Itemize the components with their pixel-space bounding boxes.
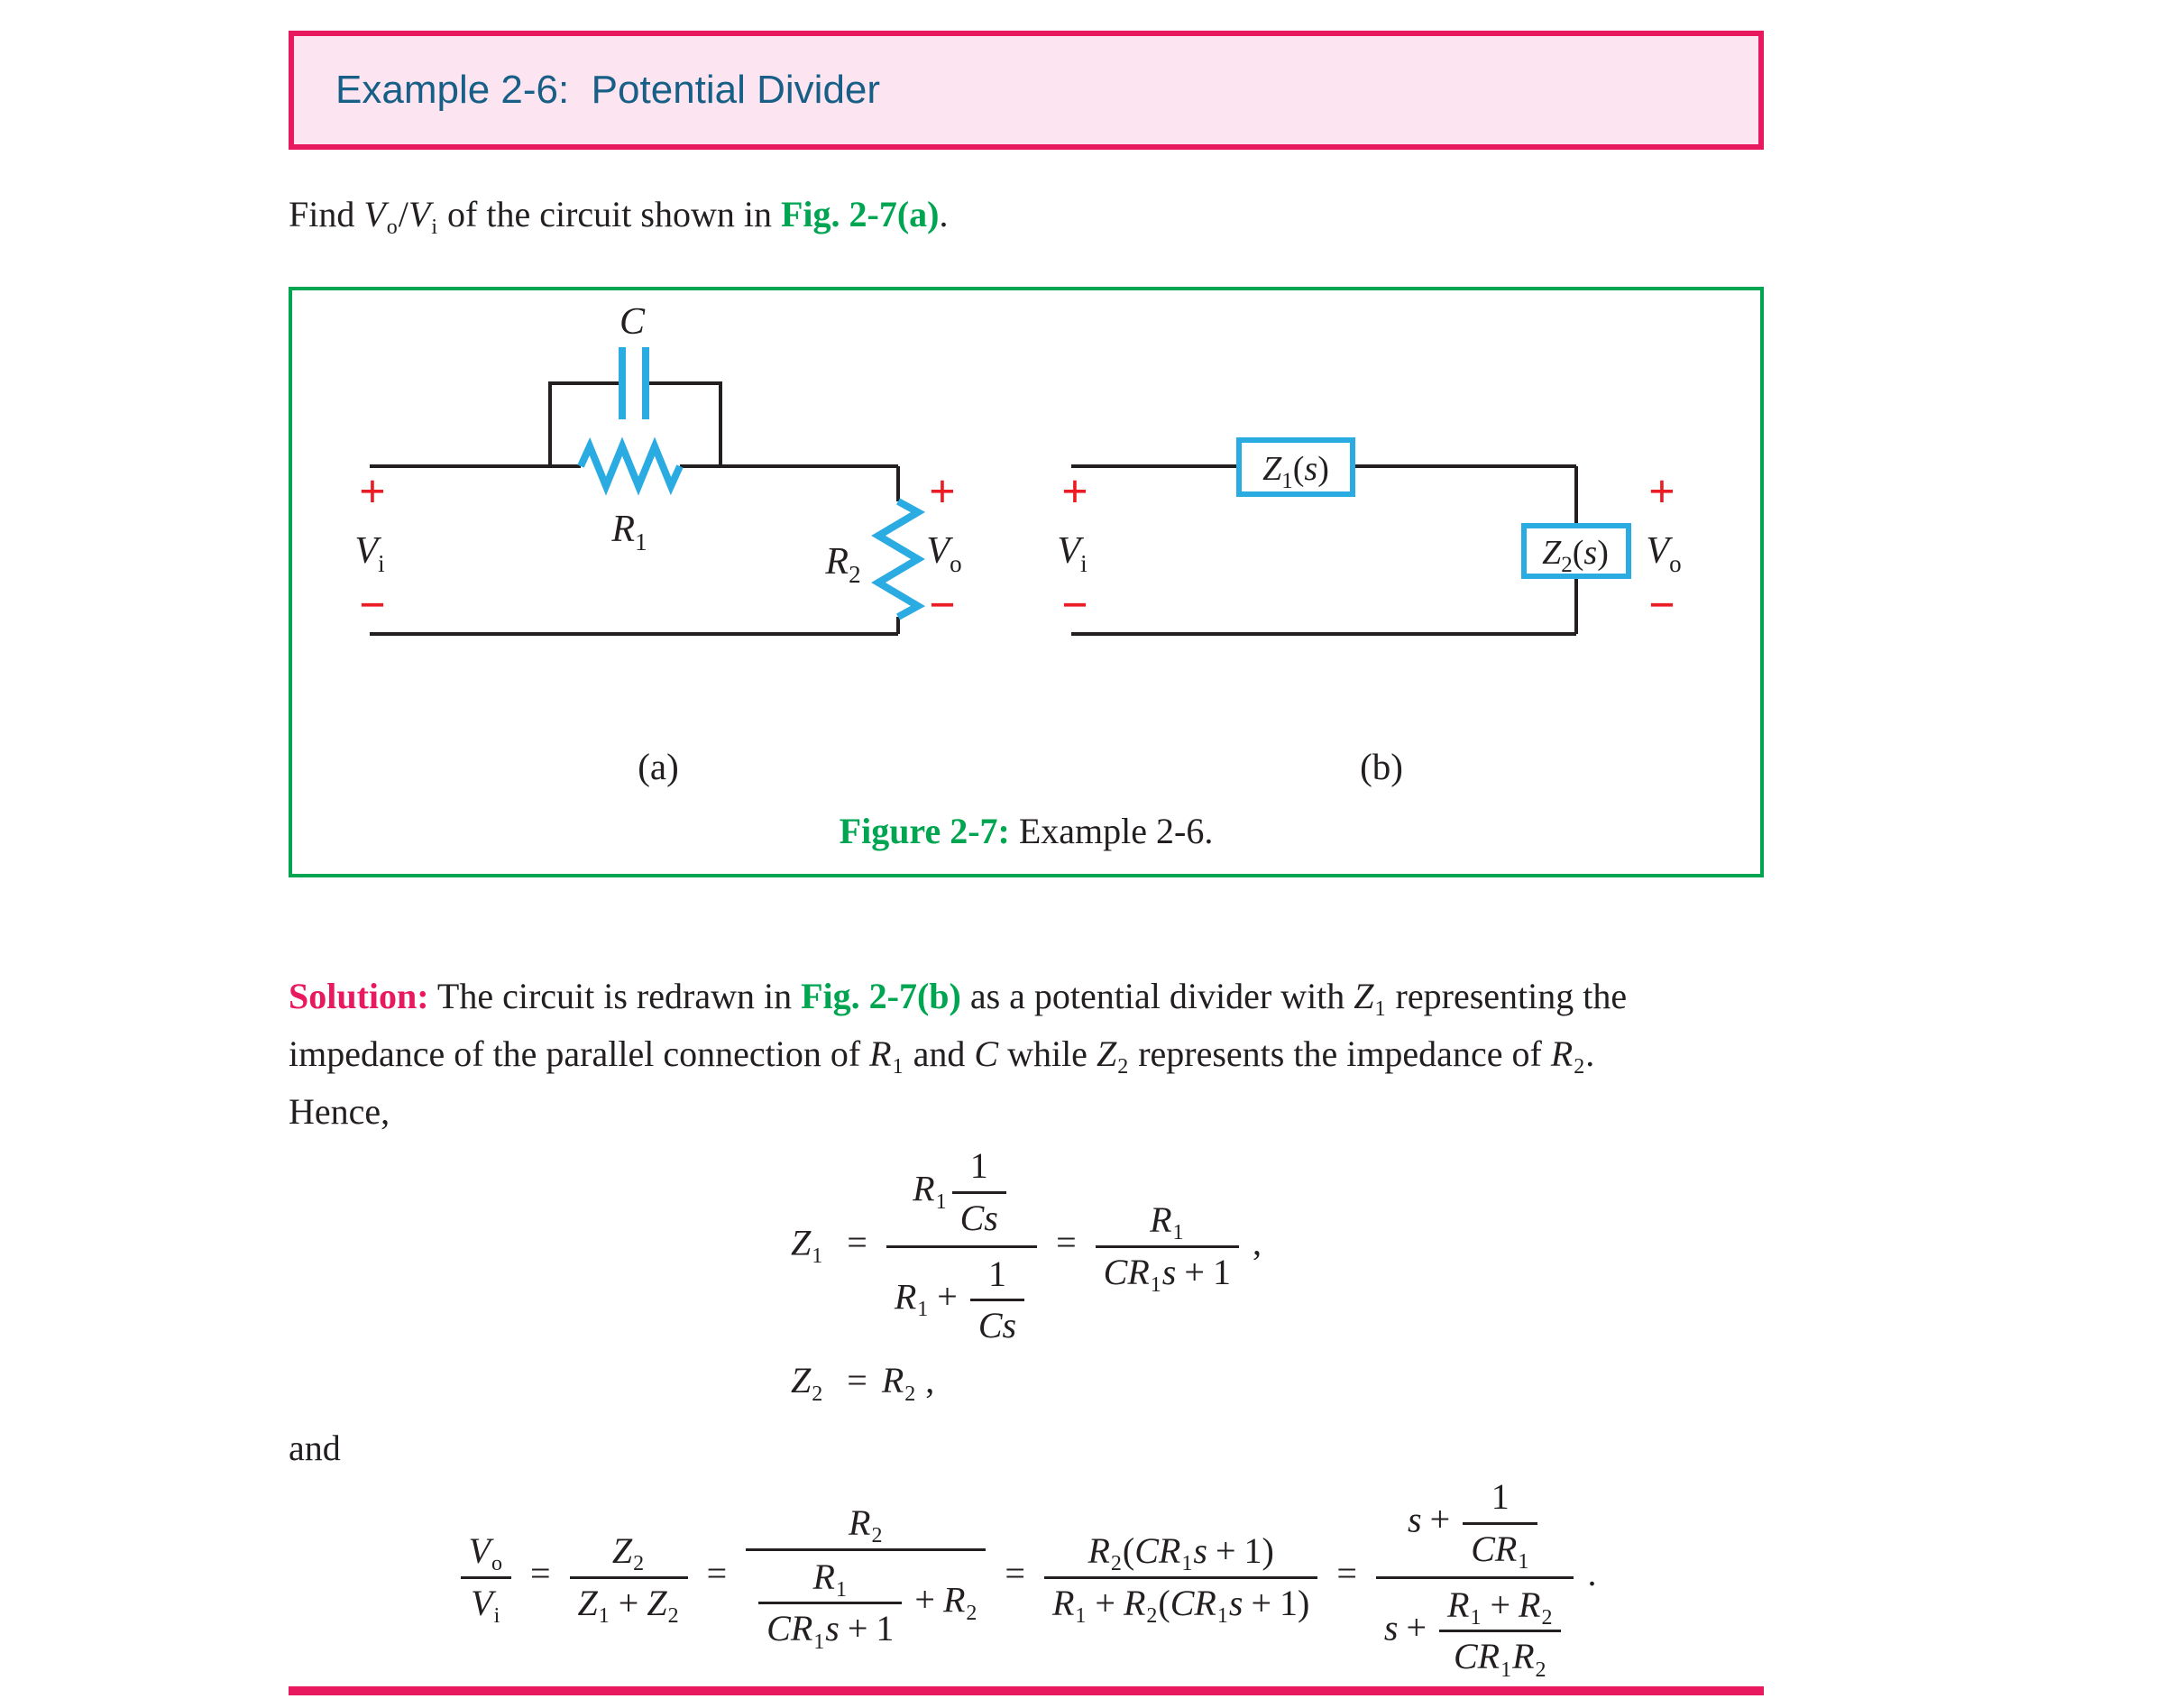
math-var: Z: [791, 1222, 812, 1263]
figure-reference: Fig. 2-7(b): [801, 976, 961, 1016]
math-var: R: [849, 1501, 871, 1543]
math-op: +: [1215, 1529, 1236, 1571]
fraction-numerator: [886, 1143, 1037, 1245]
example-title: Example 2-6: Potential Divider: [335, 68, 881, 112]
math-var: s: [1193, 1529, 1207, 1571]
solution-text: impedance of the parallel connection of: [289, 1033, 870, 1074]
math-rel: =: [529, 1553, 551, 1594]
math-var: R: [1051, 1582, 1075, 1623]
math-var: R: [869, 1033, 892, 1074]
intro-line: [289, 191, 1764, 238]
math-paren: ): [1262, 1529, 1274, 1571]
math-punct: .: [1587, 1553, 1597, 1594]
content-column: [289, 0, 1764, 1695]
label-Vo: $V_o$: [926, 530, 962, 577]
solution-text: and: [904, 1033, 975, 1074]
math-sub: 1: [1470, 1605, 1482, 1630]
fraction-denominator: [1044, 1576, 1317, 1626]
fraction: [952, 1144, 1006, 1241]
math-sub: 1: [1500, 1657, 1512, 1682]
math-rel: =: [1005, 1553, 1025, 1594]
math-var: C: [974, 1033, 999, 1074]
math-var: V: [471, 1582, 493, 1623]
label-C: C: [619, 301, 646, 343]
math-sub: 1: [1374, 997, 1386, 1022]
math-num: 1: [876, 1608, 895, 1649]
solution-line-1: [289, 968, 1764, 1025]
fraction: [461, 1529, 511, 1626]
math-var: V: [363, 194, 386, 234]
fraction: [970, 1253, 1024, 1349]
fraction: [758, 1556, 902, 1652]
solution-text: as a potential divider with: [960, 976, 1354, 1016]
math-op: +: [847, 1608, 868, 1649]
math-var: R: [1512, 1636, 1535, 1677]
minus-sign: −: [359, 580, 386, 631]
math-sub: 1: [1216, 1603, 1228, 1628]
math-sub: 1: [598, 1603, 610, 1628]
fraction: [1439, 1584, 1561, 1680]
fraction-denominator: [461, 1576, 511, 1626]
math-rel: =: [847, 1222, 867, 1263]
fraction: [1376, 1474, 1574, 1681]
example-header-box: [289, 31, 1764, 150]
math-var: Z: [647, 1582, 667, 1623]
math-num: 1: [1244, 1529, 1262, 1571]
math-sub: i: [431, 216, 438, 240]
plus-sign: +: [929, 466, 956, 518]
math-var: R: [812, 1556, 835, 1597]
fraction-denominator: [1463, 1522, 1537, 1575]
math-sub: o: [386, 216, 398, 240]
math-paren: (: [1158, 1582, 1170, 1623]
panel-label-b: (b): [1360, 746, 1403, 787]
bottom-rule: [289, 1686, 1764, 1695]
figure-reference: Fig. 2-7(a): [780, 194, 940, 234]
fraction: [1096, 1198, 1239, 1295]
math-var: s: [1228, 1582, 1244, 1623]
math-sub: 2: [1574, 1055, 1585, 1079]
math-sub: 1: [812, 1244, 823, 1268]
math-sub: 1: [813, 1630, 825, 1654]
wire-parallel-branch: [550, 383, 720, 466]
math-var: s: [825, 1608, 840, 1649]
label-R2: $R_2$: [825, 541, 861, 588]
fraction-numerator: [1096, 1198, 1239, 1245]
math-var: Z: [1354, 976, 1374, 1016]
plus-sign: +: [1648, 466, 1675, 518]
math-sub: 2: [1110, 1552, 1122, 1576]
math-var: Cs: [959, 1197, 998, 1238]
minus-sign: −: [929, 580, 956, 631]
solution-label: Solution:: [289, 976, 429, 1016]
math-var: R: [942, 1579, 966, 1621]
equation-transfer-function: [456, 1474, 1597, 1681]
math-sub: 1: [935, 1189, 947, 1214]
label-Z2: $Z_2(s)$: [1542, 534, 1609, 577]
math-sub: 1: [1518, 1550, 1529, 1575]
math-op: +: [1095, 1582, 1115, 1623]
fraction-numerator: [570, 1529, 688, 1576]
label-Vi: $V_i$: [1057, 530, 1088, 577]
fraction-denominator: [886, 1245, 1037, 1351]
math-sub: 1: [892, 1055, 904, 1079]
solution-text: Hence,: [289, 1091, 390, 1132]
math-sub: 2: [1117, 1055, 1129, 1079]
fraction-numerator: 1: [987, 1253, 1006, 1294]
math-sub: 1: [917, 1298, 929, 1322]
math-sub: 2: [1541, 1605, 1553, 1630]
fraction-denominator: [952, 1191, 1006, 1241]
math-var: CR: [1103, 1251, 1150, 1292]
math-sub: i: [493, 1603, 500, 1628]
fraction-denominator: [970, 1299, 1024, 1348]
capacitor-C: [622, 347, 646, 419]
resistor-R2: [878, 501, 918, 617]
math-var: Z: [577, 1582, 598, 1623]
figure-box: [289, 287, 1764, 877]
fraction-numerator: [746, 1501, 986, 1548]
math-sub: 2: [667, 1603, 679, 1628]
math-var: R: [1519, 1584, 1541, 1625]
math-var: R: [881, 1360, 904, 1401]
intro-text: of the circuit shown in: [438, 194, 781, 234]
fraction: [1463, 1475, 1537, 1575]
intro-text: Find: [289, 194, 364, 234]
math-paren: (: [1122, 1529, 1135, 1571]
fraction-numerator: [461, 1529, 511, 1576]
fraction-numerator: [1044, 1529, 1317, 1576]
fraction: [746, 1501, 986, 1653]
math-paren: ): [1298, 1582, 1310, 1623]
figure-caption-text: Example 2-6.: [1018, 811, 1214, 851]
math-sub: 2: [966, 1601, 977, 1625]
math-var: s: [1383, 1607, 1399, 1648]
fraction-denominator: [1376, 1576, 1574, 1682]
math-var: R: [913, 1168, 935, 1209]
math-var: CR: [1170, 1582, 1216, 1623]
fraction: [886, 1143, 1037, 1350]
math-var: s: [1161, 1251, 1177, 1292]
math-sub: 2: [633, 1552, 645, 1576]
math-op: +: [1490, 1584, 1511, 1625]
solution-line-2: [289, 1025, 1764, 1083]
math-num: 1: [1212, 1251, 1231, 1292]
math-var: R: [1088, 1529, 1110, 1571]
equation-group-z: [791, 1143, 1262, 1406]
minus-sign: −: [1061, 580, 1088, 631]
label-Z1: $Z_1(s)$: [1262, 450, 1329, 493]
math-op: /: [398, 194, 408, 234]
math-rel: =: [706, 1553, 728, 1594]
math-punct: ,: [925, 1360, 935, 1401]
math-var: Cs: [977, 1305, 1017, 1346]
figure-caption-label: Figure 2-7:: [839, 811, 1010, 851]
solution-paragraph: [289, 968, 1764, 1141]
fraction-denominator: [1096, 1245, 1239, 1295]
math-rel: =: [1336, 1553, 1357, 1594]
math-var: Z: [611, 1529, 633, 1571]
math-var: R: [1150, 1198, 1172, 1240]
solution-line-3: [289, 1083, 1764, 1141]
minus-sign: −: [1648, 580, 1675, 631]
resistor-R1: [581, 446, 680, 486]
math-num: 1: [1280, 1582, 1298, 1623]
math-punct: ,: [1252, 1222, 1262, 1263]
solution-text: The circuit is redrawn in: [428, 976, 802, 1016]
math-var: CR: [1134, 1529, 1181, 1571]
equation-z2: [791, 1360, 1262, 1406]
solution-text: while: [998, 1033, 1097, 1074]
math-var: V: [408, 194, 431, 234]
fraction-numerator: [1439, 1584, 1561, 1630]
math-op: +: [1406, 1607, 1427, 1648]
label-Vi: $V_i$: [354, 530, 385, 577]
math-var: CR: [1471, 1528, 1518, 1569]
solution-text: .: [1585, 1033, 1595, 1074]
math-op: +: [1184, 1251, 1205, 1292]
circuit-diagram-svg: [292, 290, 1760, 874]
math-op: +: [914, 1579, 935, 1621]
solution-text: represents the impedance of: [1129, 1033, 1551, 1074]
math-rel: =: [1056, 1222, 1077, 1263]
math-var: Z: [1096, 1033, 1117, 1074]
equation-z1: [791, 1143, 1262, 1350]
math-op: +: [937, 1276, 958, 1318]
math-sub: 2: [1146, 1603, 1158, 1628]
math-op: +: [1251, 1582, 1271, 1623]
panel-label-a: (a): [638, 746, 679, 787]
and-connector: [289, 1425, 1764, 1472]
math-sub: 2: [871, 1524, 883, 1548]
math-var: CR: [766, 1608, 813, 1649]
solution-text: representing the: [1386, 976, 1628, 1016]
math-var: R: [1123, 1582, 1146, 1623]
fraction-denominator: [1439, 1630, 1561, 1682]
math-sub: 1: [1181, 1552, 1193, 1576]
math-sub: 2: [1535, 1657, 1546, 1682]
math-sub: 1: [1150, 1272, 1161, 1297]
fraction-numerator: [758, 1556, 902, 1602]
math-var: R: [1447, 1584, 1470, 1625]
fraction-numerator: [1376, 1474, 1574, 1576]
and-text: and: [289, 1427, 341, 1468]
math-var: CR: [1453, 1636, 1500, 1677]
math-sub: 1: [1075, 1603, 1087, 1628]
fraction: [1044, 1529, 1317, 1626]
math-var: Z: [791, 1360, 812, 1401]
math-op: +: [618, 1582, 639, 1623]
math-sub: o: [491, 1552, 502, 1576]
math-sub: 2: [812, 1382, 823, 1406]
math-var: s: [1408, 1499, 1422, 1540]
intro-text: .: [939, 194, 949, 234]
math-var: V: [468, 1529, 491, 1571]
plus-sign: +: [359, 466, 386, 518]
fraction-denominator: [746, 1548, 986, 1654]
fraction: [570, 1529, 688, 1626]
equation-transfer-function-wrap: [456, 1474, 1597, 1681]
label-Vo: $V_o$: [1646, 530, 1682, 577]
label-R1: $R_1$: [611, 509, 647, 556]
math-op: +: [1429, 1499, 1451, 1540]
math-rel: =: [847, 1360, 867, 1401]
math-sub: 1: [1172, 1221, 1184, 1245]
math-var: R: [1550, 1033, 1574, 1074]
math-sub: 2: [904, 1382, 916, 1406]
math-var: R: [894, 1276, 917, 1318]
fraction-denominator: [570, 1576, 688, 1626]
fraction-numerator: 1: [1491, 1475, 1510, 1517]
math-sub: 1: [835, 1578, 847, 1602]
fraction-numerator: 1: [969, 1145, 988, 1186]
plus-sign: +: [1061, 466, 1088, 518]
figure-caption: [292, 810, 1760, 852]
fraction-denominator: [758, 1602, 902, 1654]
